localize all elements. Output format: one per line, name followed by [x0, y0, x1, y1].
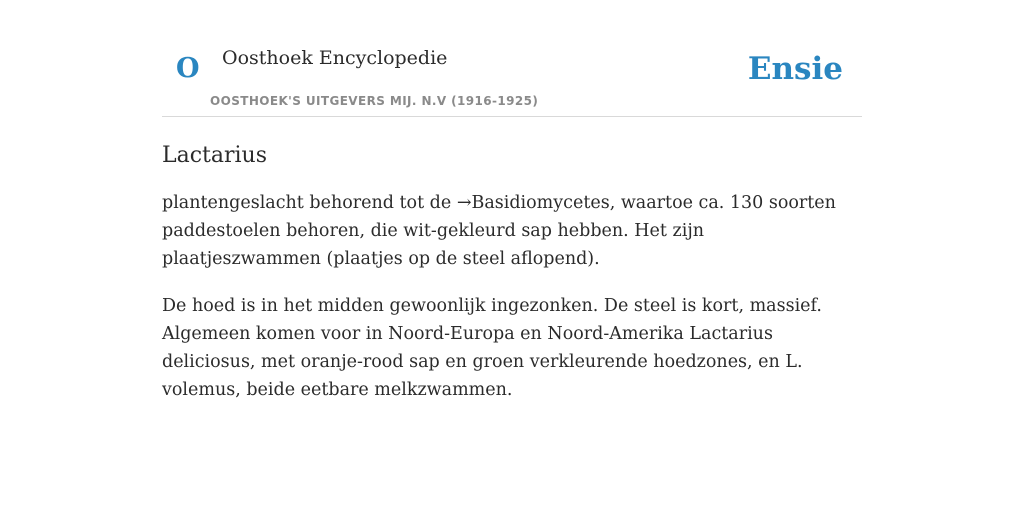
entry-paragraph-1: [162, 189, 862, 273]
entry-title: Lactarius: [162, 143, 268, 168]
page-container: [162, 0, 862, 404]
ensie-brand-link[interactable]: Ensie: [747, 51, 843, 87]
entry-paragraph-2: De hoed is in het midden gewoonlijk ingezonken. De steel is kort, massief. Algemeen komen voor in Noord-Europa en Noord-Amerika Lactarius deliciosus, met oranje-rood sap en groen verkleurende hoedzones, en L. volemus, beide eetbare melkzwammen.: [162, 296, 822, 400]
paragraph-text: plantengeslacht behorend tot de: [162, 193, 457, 213]
basidiomycetes-link[interactable]: →Basidiomycetes: [456, 193, 610, 213]
site-title[interactable]: Oosthoek Encyclopedie: [222, 47, 448, 69]
header: [162, 0, 862, 117]
logo-icon[interactable]: O: [176, 53, 200, 84]
paragraph-text: , waartoe ca. 130 soorten paddestoelen behoren, die wit-gekleurd sap hebben. Het zijn plaatjeszwammen (plaatjes op de steel aflopend).: [162, 193, 836, 269]
publisher-subtitle: OOSTHOEK'S UITGEVERS MIJ. N.V (1916-1925): [210, 94, 539, 108]
